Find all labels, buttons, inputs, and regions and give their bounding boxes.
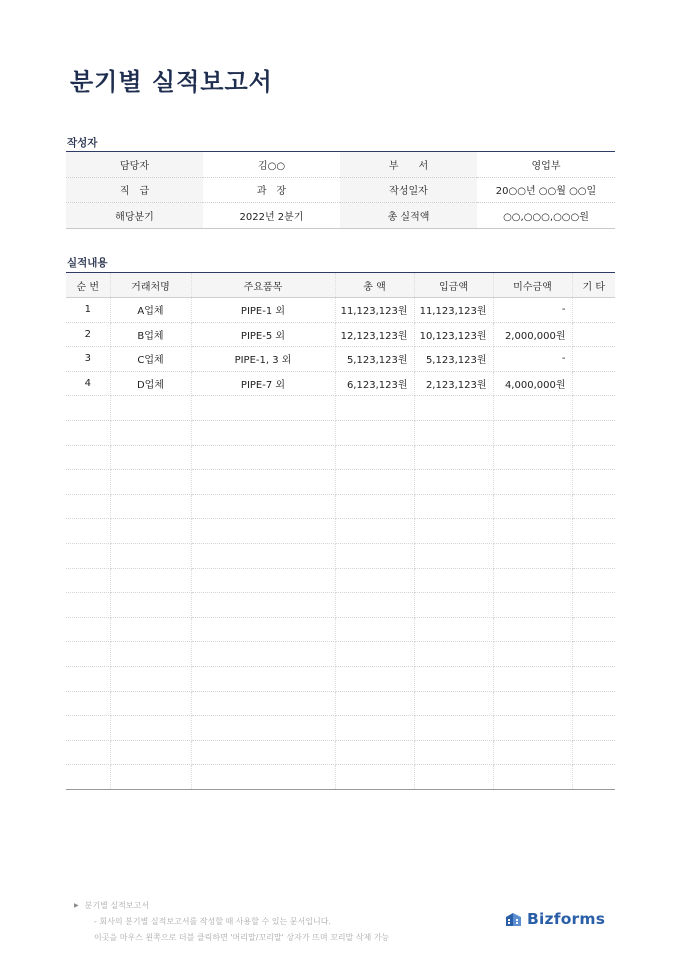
empty-table-row bbox=[66, 396, 615, 421]
empty-cell[interactable] bbox=[493, 543, 572, 568]
empty-cell[interactable] bbox=[191, 494, 335, 519]
info-value[interactable]: 20○○년 ○○월 ○○일 bbox=[477, 177, 615, 203]
empty-cell[interactable] bbox=[572, 642, 615, 667]
info-value[interactable]: ○○,○○○,○○○원 bbox=[503, 211, 589, 223]
cell-etc[interactable] bbox=[572, 371, 615, 396]
empty-cell[interactable] bbox=[414, 740, 493, 765]
empty-cell[interactable] bbox=[66, 568, 110, 593]
empty-table-row bbox=[66, 593, 615, 618]
info-row bbox=[66, 152, 615, 178]
info-row bbox=[66, 177, 615, 203]
empty-cell[interactable] bbox=[335, 445, 414, 470]
empty-cell[interactable] bbox=[335, 519, 414, 544]
empty-cell[interactable] bbox=[414, 593, 493, 618]
page-title: 분기별 실적보고서 bbox=[70, 68, 273, 96]
empty-cell[interactable] bbox=[335, 494, 414, 519]
table-row bbox=[66, 371, 615, 396]
empty-cell[interactable] bbox=[335, 617, 414, 642]
column-header: 입금액 bbox=[414, 273, 493, 298]
empty-cell[interactable] bbox=[335, 666, 414, 691]
empty-cell[interactable] bbox=[110, 543, 191, 568]
empty-cell[interactable] bbox=[572, 765, 615, 790]
info-label: 담당자 bbox=[66, 152, 203, 178]
empty-table-row bbox=[66, 666, 615, 691]
empty-cell[interactable] bbox=[66, 691, 110, 716]
page-footer[interactable] bbox=[74, 898, 389, 946]
brand-name: Bizforms bbox=[527, 910, 606, 928]
empty-cell[interactable] bbox=[335, 396, 414, 421]
cell-no[interactable]: 2 bbox=[66, 322, 110, 347]
empty-cell[interactable] bbox=[191, 519, 335, 544]
empty-cell[interactable] bbox=[335, 691, 414, 716]
empty-cell[interactable] bbox=[110, 765, 191, 790]
column-header: 순 번 bbox=[66, 273, 110, 298]
empty-cell[interactable] bbox=[66, 519, 110, 544]
cell-item[interactable]: PIPE-1, 3 외 bbox=[191, 347, 335, 372]
empty-cell[interactable] bbox=[110, 740, 191, 765]
cell-item[interactable]: PIPE-1 외 bbox=[191, 298, 335, 323]
empty-cell[interactable] bbox=[191, 396, 335, 421]
empty-cell[interactable] bbox=[335, 740, 414, 765]
cell-no[interactable]: 4 bbox=[66, 371, 110, 396]
cell-etc[interactable] bbox=[572, 322, 615, 347]
triangle-right-icon: ▶ bbox=[74, 902, 79, 909]
cell-no[interactable]: 1 bbox=[66, 298, 110, 323]
empty-cell[interactable] bbox=[66, 642, 110, 667]
empty-cell[interactable] bbox=[191, 666, 335, 691]
empty-table-row bbox=[66, 543, 615, 568]
table-row bbox=[66, 347, 615, 372]
empty-cell[interactable] bbox=[414, 568, 493, 593]
empty-cell[interactable] bbox=[493, 568, 572, 593]
cell-due[interactable]: - bbox=[493, 347, 572, 372]
empty-cell[interactable] bbox=[110, 691, 191, 716]
empty-cell[interactable] bbox=[335, 716, 414, 741]
empty-cell[interactable] bbox=[110, 396, 191, 421]
empty-cell[interactable] bbox=[572, 568, 615, 593]
empty-cell[interactable] bbox=[414, 716, 493, 741]
empty-cell[interactable] bbox=[493, 642, 572, 667]
info-label: 해당분기 bbox=[66, 203, 203, 229]
empty-cell[interactable] bbox=[66, 543, 110, 568]
cell-client[interactable]: A업체 bbox=[110, 298, 191, 323]
info-value[interactable]: 과 장 bbox=[203, 177, 340, 203]
footer-hint: 이곳을 마우스 왼쪽으로 더블 클릭하면 '머리말/꼬리말' 상자가 뜨며 꼬리말 삭제 가능 bbox=[94, 933, 390, 942]
empty-cell[interactable] bbox=[493, 617, 572, 642]
empty-cell[interactable] bbox=[110, 445, 191, 470]
empty-cell[interactable] bbox=[572, 396, 615, 421]
empty-cell[interactable] bbox=[335, 642, 414, 667]
empty-table-row bbox=[66, 470, 615, 495]
empty-cell[interactable] bbox=[191, 420, 335, 445]
empty-cell[interactable] bbox=[572, 420, 615, 445]
empty-cell[interactable] bbox=[493, 740, 572, 765]
cell-paid[interactable]: 10,123,123원 bbox=[414, 322, 493, 347]
empty-table-row bbox=[66, 765, 615, 790]
cell-total[interactable]: 6,123,123원 bbox=[335, 371, 414, 396]
cell-due[interactable]: - bbox=[493, 298, 572, 323]
cell-paid[interactable]: 5,123,123원 bbox=[414, 347, 493, 372]
empty-table-row bbox=[66, 519, 615, 544]
empty-table-row bbox=[66, 617, 615, 642]
brand-logo bbox=[505, 910, 605, 928]
empty-cell[interactable] bbox=[414, 691, 493, 716]
cell-total[interactable]: 12,123,123원 bbox=[335, 322, 414, 347]
column-header: 총 액 bbox=[335, 273, 414, 298]
empty-cell[interactable] bbox=[335, 568, 414, 593]
empty-cell[interactable] bbox=[572, 666, 615, 691]
cell-client[interactable]: C업체 bbox=[110, 347, 191, 372]
empty-table-row bbox=[66, 420, 615, 445]
cell-paid[interactable]: 11,123,123원 bbox=[414, 298, 493, 323]
empty-cell[interactable] bbox=[191, 642, 335, 667]
empty-cell[interactable] bbox=[335, 765, 414, 790]
empty-cell[interactable] bbox=[572, 470, 615, 495]
empty-cell[interactable] bbox=[414, 543, 493, 568]
empty-cell[interactable] bbox=[110, 716, 191, 741]
empty-cell[interactable] bbox=[493, 470, 572, 495]
author-info-table bbox=[66, 151, 615, 229]
cell-total[interactable]: 5,123,123원 bbox=[335, 347, 414, 372]
empty-cell[interactable] bbox=[110, 470, 191, 495]
empty-cell[interactable] bbox=[572, 593, 615, 618]
empty-cell[interactable] bbox=[335, 470, 414, 495]
empty-cell[interactable] bbox=[414, 642, 493, 667]
empty-cell[interactable] bbox=[110, 666, 191, 691]
empty-cell[interactable] bbox=[414, 396, 493, 421]
empty-cell[interactable] bbox=[191, 765, 335, 790]
empty-cell[interactable] bbox=[191, 543, 335, 568]
empty-cell[interactable] bbox=[493, 494, 572, 519]
empty-cell[interactable] bbox=[66, 617, 110, 642]
empty-cell[interactable] bbox=[414, 765, 493, 790]
footer-description: - 회사의 분기별 실적보고서를 작성할 때 사용할 수 있는 문서입니다. bbox=[94, 917, 331, 926]
empty-cell[interactable] bbox=[493, 420, 572, 445]
empty-table-row bbox=[66, 642, 615, 667]
cell-paid[interactable]: 2,123,123원 bbox=[414, 371, 493, 396]
info-row bbox=[66, 203, 615, 229]
empty-table-row bbox=[66, 568, 615, 593]
cell-item[interactable]: PIPE-5 외 bbox=[191, 322, 335, 347]
empty-cell[interactable] bbox=[572, 543, 615, 568]
info-label: 총 실적액 bbox=[340, 203, 477, 229]
empty-cell[interactable] bbox=[66, 716, 110, 741]
cell-due[interactable]: 4,000,000원 bbox=[493, 371, 572, 396]
empty-cell[interactable] bbox=[191, 740, 335, 765]
empty-cell[interactable] bbox=[493, 691, 572, 716]
empty-cell[interactable] bbox=[110, 420, 191, 445]
empty-cell[interactable] bbox=[493, 519, 572, 544]
info-label: 부 서 bbox=[340, 152, 477, 178]
info-value[interactable]: 영업부 bbox=[477, 152, 615, 178]
info-label: 직 급 bbox=[66, 177, 203, 203]
info-label: 작성일자 bbox=[340, 177, 477, 203]
empty-cell[interactable] bbox=[191, 470, 335, 495]
empty-cell[interactable] bbox=[572, 445, 615, 470]
table-row bbox=[66, 322, 615, 347]
details-section-label: 실적내용 bbox=[67, 257, 108, 269]
empty-cell[interactable] bbox=[66, 666, 110, 691]
empty-cell[interactable] bbox=[110, 568, 191, 593]
empty-cell[interactable] bbox=[335, 543, 414, 568]
empty-cell[interactable] bbox=[110, 617, 191, 642]
empty-cell[interactable] bbox=[414, 445, 493, 470]
cell-total[interactable]: 11,123,123원 bbox=[335, 298, 414, 323]
empty-cell[interactable] bbox=[191, 568, 335, 593]
empty-cell[interactable] bbox=[414, 420, 493, 445]
empty-cell[interactable] bbox=[191, 691, 335, 716]
empty-cell[interactable] bbox=[66, 396, 110, 421]
empty-cell[interactable] bbox=[66, 445, 110, 470]
empty-cell[interactable] bbox=[493, 765, 572, 790]
column-header: 주요품목 bbox=[191, 273, 335, 298]
performance-table bbox=[66, 272, 615, 790]
empty-cell[interactable] bbox=[66, 420, 110, 445]
footer-title: 분기별 실적보고서 bbox=[84, 901, 149, 910]
cell-no[interactable]: 3 bbox=[66, 347, 110, 372]
empty-cell[interactable] bbox=[66, 740, 110, 765]
empty-cell[interactable] bbox=[66, 494, 110, 519]
cell-etc[interactable] bbox=[572, 347, 615, 372]
cell-client[interactable]: D업체 bbox=[110, 371, 191, 396]
empty-table-row bbox=[66, 445, 615, 470]
column-header: 기 타 bbox=[572, 273, 615, 298]
empty-cell[interactable] bbox=[335, 593, 414, 618]
author-section-label: 작성자 bbox=[67, 137, 98, 149]
empty-cell[interactable] bbox=[493, 396, 572, 421]
info-value[interactable]: 2022년 2분기 bbox=[239, 211, 304, 223]
empty-table-row bbox=[66, 691, 615, 716]
building-icon bbox=[505, 912, 522, 927]
empty-cell[interactable] bbox=[493, 666, 572, 691]
empty-cell[interactable] bbox=[493, 716, 572, 741]
empty-cell[interactable] bbox=[191, 716, 335, 741]
info-value[interactable]: 김○○ bbox=[203, 152, 340, 178]
empty-cell[interactable] bbox=[110, 642, 191, 667]
empty-cell[interactable] bbox=[414, 470, 493, 495]
empty-cell[interactable] bbox=[493, 445, 572, 470]
empty-cell[interactable] bbox=[572, 740, 615, 765]
column-header: 미수금액 bbox=[493, 273, 572, 298]
empty-cell[interactable] bbox=[414, 617, 493, 642]
cell-due[interactable]: 2,000,000원 bbox=[493, 322, 572, 347]
empty-cell[interactable] bbox=[191, 617, 335, 642]
empty-cell[interactable] bbox=[572, 716, 615, 741]
cell-etc[interactable] bbox=[572, 298, 615, 323]
empty-cell[interactable] bbox=[110, 494, 191, 519]
empty-cell[interactable] bbox=[572, 691, 615, 716]
empty-cell[interactable] bbox=[414, 494, 493, 519]
empty-table-row bbox=[66, 740, 615, 765]
empty-cell[interactable] bbox=[572, 494, 615, 519]
empty-cell[interactable] bbox=[66, 765, 110, 790]
empty-cell[interactable] bbox=[572, 617, 615, 642]
empty-cell[interactable] bbox=[110, 519, 191, 544]
table-header-row bbox=[66, 273, 615, 298]
empty-cell[interactable] bbox=[191, 445, 335, 470]
empty-cell[interactable] bbox=[191, 593, 335, 618]
empty-cell[interactable] bbox=[414, 666, 493, 691]
empty-cell[interactable] bbox=[66, 593, 110, 618]
empty-cell[interactable] bbox=[335, 420, 414, 445]
empty-table-row bbox=[66, 716, 615, 741]
column-header: 거래처명 bbox=[110, 273, 191, 298]
cell-client[interactable]: B업체 bbox=[110, 322, 191, 347]
empty-cell[interactable] bbox=[110, 593, 191, 618]
table-row bbox=[66, 298, 615, 323]
cell-item[interactable]: PIPE-7 외 bbox=[191, 371, 335, 396]
empty-cell[interactable] bbox=[414, 519, 493, 544]
empty-cell[interactable] bbox=[66, 470, 110, 495]
empty-cell[interactable] bbox=[572, 519, 615, 544]
empty-cell[interactable] bbox=[493, 593, 572, 618]
empty-table-row bbox=[66, 494, 615, 519]
